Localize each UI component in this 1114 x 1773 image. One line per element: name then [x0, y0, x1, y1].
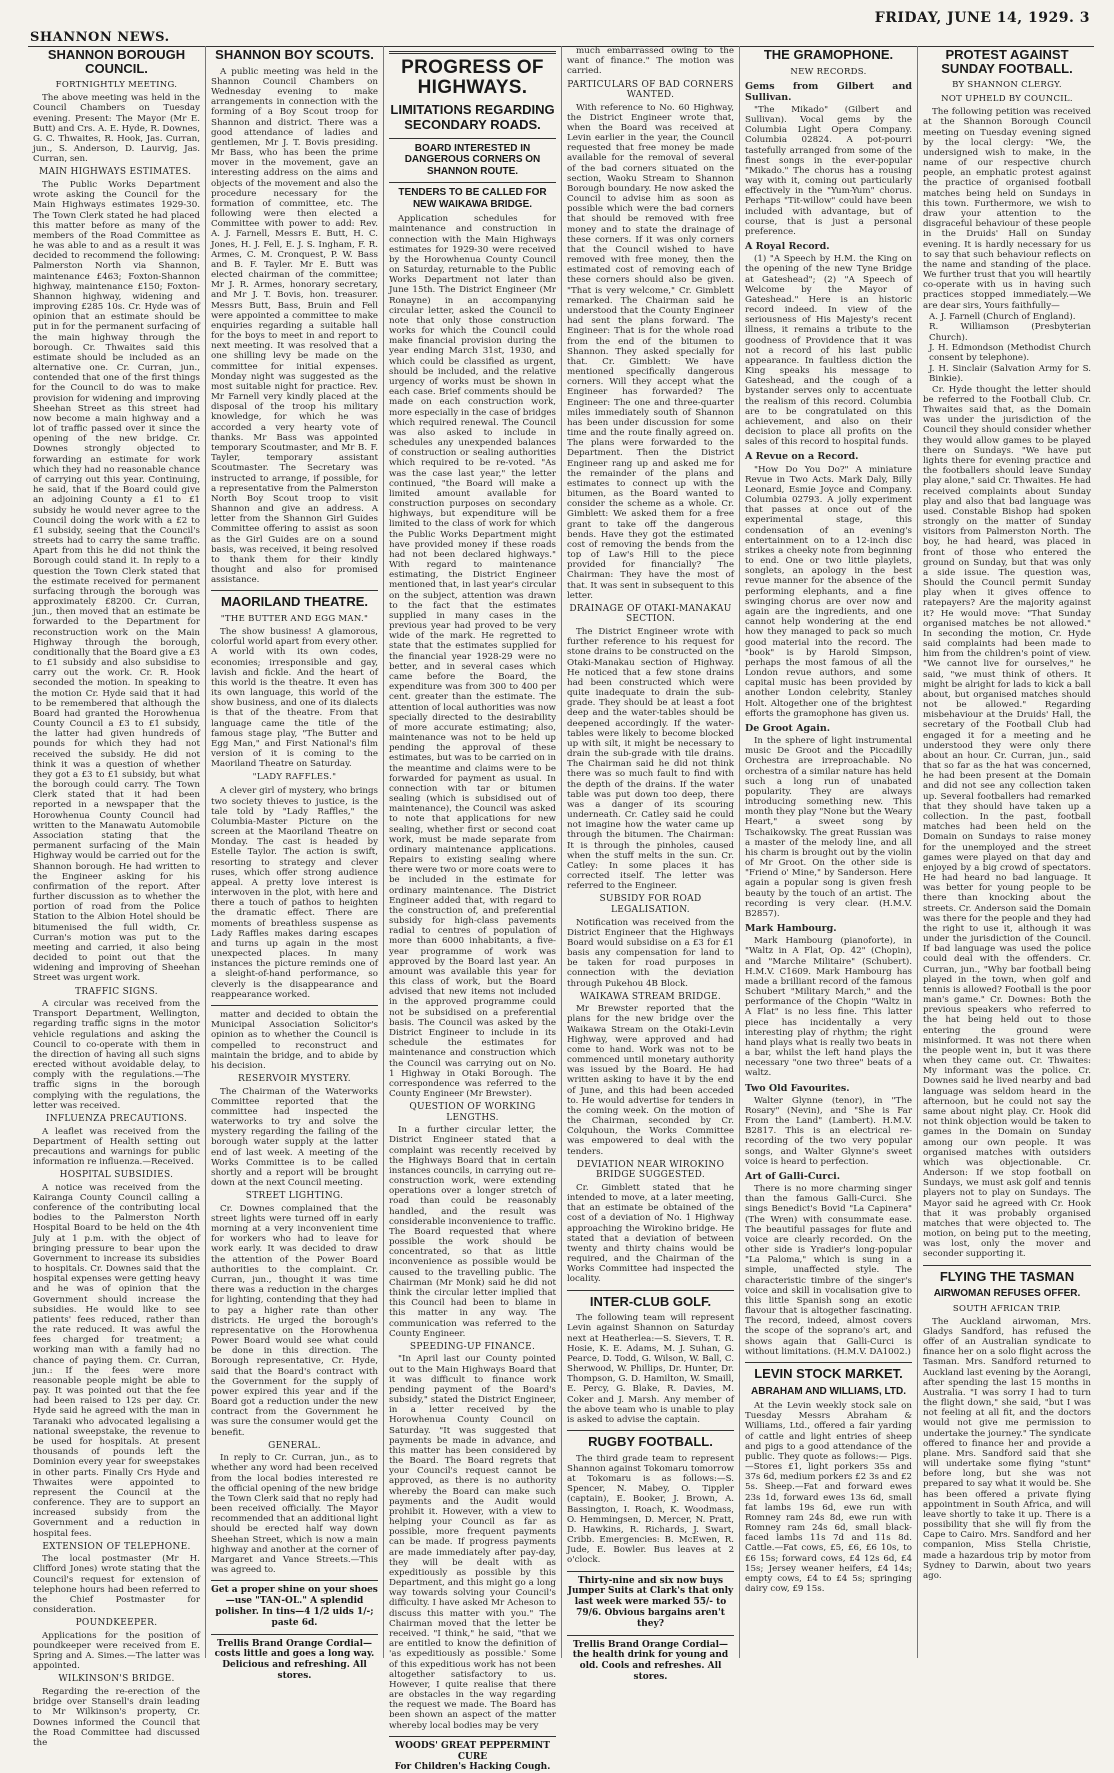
paragraph: "In April last our County pointed out to the Main Highways Board that it was difficult to finance work pending payment of the Board's subsidy," stated the District Engineer, in a letter received by the Horowhenua County Council on Saturday. "It was suggested that payments be made in advance, and this matter has been considered by the Board. The Board regrets that your Council's request cannot be approved, as there is no authority whereby the Board can make such payments and the Audit would prohibit it. However, with a view to helping your Council as far as possible, more frequent payments can be made. If progress payments are made immediately after pay-day, they will be dealt with as expeditiously as possible by this Department, and this might go a long way towards solving your Council's difficulty. I have asked Mr Acheson to discuss this matter with you." The Chairman moved that the letter be received. "I think," he said, "that we are entitled to know the definition of 'as expeditiously as possible.' Some of this expeditious work has not been altogether satisfactory to us. However, I quite realise that there are obstacles in the way regarding the request we made. The Board has been shown an aspect of the matter whereby local bodies may be very [389, 1354, 556, 1731]
subhead-shannon-clergy: BY SHANNON CLERGY. [952, 80, 1062, 91]
paragraph: In a further circular letter, the District Engineer stated that a complaint was recently received by the Highways Board that in certain instances councils, in carrying out re-construction work, were extending operations over a longer stretch of road than could be reasonably handled, and the result was considerable inconvenience to traffic. The Board requested that where possible the work should be concentrated, so that as little inconvenience as possible would be caused to the travelling public. The Chairman (Mr Monk) said he did not think the circular letter implied that this Council had been to blame in this matter in any way. The communication was referred to the County Engineer. [389, 1125, 556, 1339]
column-1 [28, 46, 206, 1748]
divider [389, 138, 556, 139]
section-heading: Two Old Favourites. [745, 1082, 850, 1094]
article-stock-market [745, 1401, 912, 1594]
subhead-lady-raffles: "LADY RAFFLES." [252, 772, 337, 783]
divider [211, 1005, 378, 1006]
article-theatre [211, 627, 378, 1000]
section-heading: A Revue on a Record. [745, 451, 859, 463]
paragraph: Walter Glynne (tenor), in "The Rosary" (Nevin), and "She is Far From the Land" (Lambert). H.M.V. B2817. This is an electrical re-recording of the two very popular songs, and Walter Glynne's sweet voice is heard to perfection. [745, 1095, 912, 1167]
paragraph: Cr. Gimblett stated that he intended to move, at a later meeting, that an estimate be obtained of the cost of a deviation of No. 1 Highway approaching the Wirokino bridge. He stated that a deviation of between twenty and thirty chains would be required, and the Chairman of the Works Committee had inspected the locality. [567, 1182, 734, 1285]
divider [211, 590, 378, 591]
section-heading: DRAINAGE OF OTAKI-MANAKAU SECTION. [569, 603, 732, 625]
paragraph: (1) "A Speech by H.M. the King on the opening of the new Tyne Bridge at Gateshead"; (2) "A Speech of Welcome by the Mayor of Gateshead." Here is an historic record indeed. In view of the seriousness of His Majesty's recent illness, it remains a tribute to the goodness of Providence that it was not a record of his last public appearance. In faultless diction the King speaks his message to Gateshead, and the cough of a bystander serves only to accentuate the realism of this record. Columbia are to be congratulated on this achievement, and also on their decision to place all profits on the sales of this record to hospital funds. [745, 254, 912, 448]
signatory: A. J. Farnell (Church of England). [929, 311, 1076, 322]
headline-borough-council: SHANNON BOROUGH COUNCIL. [47, 47, 186, 76]
article-gramophone [745, 81, 912, 1357]
section-heading: DEVIATION NEAR WIROKINO BRIDGE SUGGESTED. [576, 1159, 725, 1181]
section-heading: STREET LIGHTING. [245, 1191, 344, 1202]
column-2 [206, 46, 384, 1681]
paragraph: matter and decided to obtain the Municipal Association Solicitor's opinion as to whether the Council is compelled to reconstruct and maintain the bridge, and to abide by his decision. [211, 1010, 378, 1071]
section-heading: WAIKAWA STREAM BRIDGE. [580, 991, 721, 1002]
headline-flying-tasman: FLYING THE TASMAN [939, 1268, 1075, 1284]
column-5 [740, 46, 918, 1658]
advert-trellis-cordial: Trellis Brand Orange Cordial—the health drink for young and old. Cools and refreshes. All stores. [572, 1639, 729, 1682]
paragraph: The above meeting was held in the Council Chambers on Tuesday evening. Present: The Mayor (Mr E. Butt) and Crs. A. E. Hyde, R. Downes, G. C. Thwaites, R. Hook, Jas. Curran, jun., S. Anderson, D. Laurvig, Jas. Curran, sen. [33, 93, 201, 165]
article-highways-continued [567, 46, 734, 1285]
article-highways [389, 214, 556, 1730]
headline-levin-stock-market: LEVIN STOCK MARKET. [754, 1365, 903, 1381]
section-heading: QUESTION OF WORKING LENGTHS. [409, 1102, 536, 1123]
signatory: J. H. Edmondson (Methodist Church consent by telephone). [929, 343, 1091, 364]
paragraph: The following petition was received at the Shannon Borough Council meeting on Tuesday evening signed by the local clergy: "We, the undersigned wish to make, in the name of our respective church people, an emphatic protest against the practice of organised football matches being held on Sundays in this town. Furthermore, we wish to draw your attention to the disgraceful behaviour of these people in the Druids' Hall on Sunday evening. It is hardly necessary for us to say that such behaviour reflects on the name and standing of the place. We further trust that you will heartily co-operate with us in having such practices stopped immediately.—We are dear sirs, Yours faithfully— [923, 107, 1091, 311]
paragraph: Cr. Downes complained that the street lights were turned off in early morning at a very inconvenient time for workers who had to leave for work early. It was decided to draw the attention of the Power Board authorities to the complaint. Cr. Curran, jun., thought it was time there was a reduction in the charges for lighting, contending that they had to pay a higher rate than other districts. He urged the borough's representative on the Horowhenua Power Board would see what could be done in this direction. The Borough representative, Cr. Hyde, said that the Board's contract with the Government for the supply of power expired this year and if the Board got a reduction under the new contract from the Government he was sure the consumer would get the benefit. [211, 1203, 378, 1438]
deck-dangerous-corners: BOARD INTERESTED IN DANGEROUS CORNERS ON SHANNON ROUTE. [404, 142, 541, 177]
section-heading: EXTENSION OF TELEPHONE. [42, 1541, 191, 1552]
column-3 [384, 46, 562, 1773]
paragraph: The show business! A glamorous, colorful world apart from every other. A world with its own codes, economies; irresponsible and gay, lavish and fickle. And the heart of this world is the theatre. It even has its own language, this world of the show business, and one of its dialects is that of the theatre. From that language came the title of the famous stage play, "The Butter and Egg Man," and First National's film version of it is coming to the Maoriland Theatre on Saturday. [211, 627, 378, 770]
section-heading: Gems from Gilbert and Sullivan. [745, 80, 912, 103]
article-golf [567, 1313, 734, 1425]
advert-clarks-jumpers: Thirty-nine and six now buys Jumper Suits at Clark's that only last week were marked 55/- to 79/6. Obvious bargains aren't they? [567, 1575, 734, 1629]
divider [567, 1571, 734, 1572]
advert-trellis-cordial: Trellis Brand Orange Cordial—costs little and goes a long way. Delicious and refreshing. All stores. [214, 1638, 375, 1681]
column-6 [918, 46, 1096, 1658]
paragraph: A public meeting was held in the Shannon Council Chambers on Wednesday evening to make arrangements in connection with the forming of a Boy Scout troop for Shannon and district. There was a good attendance of ladies and gentlemen, Mr J. T. Bovis presiding. Mr Bass, who has been the prime mover in the movement, gave an interesting address on the aims and objects of the movement and also the procedure necessary for the formation of committee, etc. The following were then elected a Committee with power to add: Rev. A. J. Farnell, Messrs E. Butt, H. C. Jones, H. J. Fell, E. J. S. Ingham, F. R. Armes, C. M. Cronquest, P. W. Bass and B. F. Tayler. Mr E. Butt was elected chairman of the committee; Mr J. R. Armes, honorary secretary, and Mr J. T. Bovis, hon. treasurer. Messrs Butt, Bass, Bruin and Fell were appointed a committee to make enquiries regarding a suitable hall for the boys to meet in and report to next meeting. It was resolved that a one shilling levy be made on the committee for initial expenses. Monday night was suggested as the most suitable night for practice. Rev. Mr Farnell very kindly placed at the disposal of the troop his military knowledge, for which he was accorded a very hearty vote of thanks. Mr Bass was appointed temporary Scoutmaster, and Mr B. F. Tayler, temporary assistant Scoutmaster. The Secretary was instructed to arrange, if possible, for a representative from the Palmerston North Boy Scout troop to visit Shannon and give an address. A letter from the Shannon Girl Guides Committee offering to assist as soon as the Girl Guides are on a sound basis, was received, it being resolved to thank them for their kindly thought and also for promised assistance. [211, 66, 378, 586]
paragraph: A notice was received from the Kairanga County Council calling a conference of the contributing local bodies to the Palmerston North Hospital Board to be held on the 4th July at 1 p.m. with the object of bringing pressure to bear upon the Government to increase its subsidies to hospitals. Cr. Downes said that the hospital expenses were getting heavy and he was of opinion that the Government should increase the subsidies. He would like to see patients' fees reduced, rather than the rate reduced. It was awful the fees charged for treatment; a working man with a family had no chance of paying them. Cr. Curran, jun.: If the fees were more reasonable people might be able to pay. It was pointed out that the fee had been raised to 12s per day. Cr. Hyde said he agreed with the man in Taranaki who advocated legalising a national sweepstake, the revenue to be used for hospitals. At present thousands of pounds left the Dominion every year for sweepstakes in other parts. Finally Crs Hyde and Thwaites were appointed to represent the Council at the conference. They are to support an increased subsidy from the Government and a reduction in hospital fees. [33, 1182, 200, 1539]
signatory: J. H. Sinclair (Salvation Army for S. Binkie). [929, 363, 1091, 385]
subhead-butter-egg-man: "THE BUTTER AND EGG MAN." [220, 614, 369, 625]
section-heading: Mark Hambourg. [745, 923, 837, 935]
section-heading: POUNDKEEPER. [75, 1618, 158, 1629]
paragraph: In the sphere of light instrumental music De Groot and the Piccadilly Orchestra are irreproachable. No orchestra of a similar nature has held such a long run of unabated popularity. They are always introducing something new. This month they play "None but the Weary Heart," a sweet song by Tschaikowsky. The great Russian was a master of the melody line, and all his charm is brought out by the violin of Mr Groot. On the other side is "Friend o' Mine," by Sanderson. Here again a popular song is given fresh beauty by the touch of an artist. The recording is very clear. (H.M.V. B2857). [745, 735, 912, 919]
columns [28, 46, 1098, 1773]
paragraph: The third grade team to represent Shannon against Tokomaru tomorrow at Tokomaru is as follows:—S. Spencer, N. Mabey, O. Tippler (captain), E. Booker, J. Brown, A. Bassington, I. Roach, K. Woodmass, O. Hemmingsen, D. Mercer, N. Pratt, D. Hawkins, R. Richards, J. Swart, Cribb. Emergencies: B. McEwen, R. Jude, E. Bowler. Bus leaves at 2 o'clock. [567, 1453, 734, 1566]
section-heading: WILKINSON'S BRIDGE. [58, 1674, 175, 1685]
section-heading: GENERAL. [268, 1440, 321, 1451]
headline-inter-club-golf: INTER-CLUB GOLF. [589, 1293, 712, 1309]
article-flying-tasman [923, 1317, 1091, 1581]
paragraph: At the Levin weekly stock sale on Tuesday Messrs Abraham & Williams, Ltd., offered a fair yarding of cattle and light entries of sheep and pigs to a good attendance of the public. They quote as follows:— Pigs.—Stores £1, light porkers 35s and 37s 6d, medium porkers £2 3s and £2 5s. Sheep.—Fat and forward ewes 23s 1d, forward ewes 13s 6d, small fat lambs 19s 6d, ewe run with Romney ram 24s 8d, ewe run with Romney ram 24s 6d, small black-faced lambs 11s 7d and 11s 8d. Cattle.—Fat cows, £5, £6, £6 10s, to £6 15s; forward cows, £4 12s 6d, £4 15s; Jersey weaner heifers, £4 14s; empty cows, £4 to £4 5s; springing dairy cow, £9 15s. [745, 1401, 912, 1595]
paragraph: Applications for the position of poundkeeper were received from E. Spring and A. Simes.—The latter was appointed. [33, 1630, 200, 1672]
section-heading: PARTICULARS OF BAD CORNERS WANTED. [567, 79, 734, 101]
headline-rugby-football: RUGBY FOOTBALL. [588, 1434, 713, 1450]
paragraph: The District Engineer wrote with further reference to his request for stone drains to be constructed on the Otaki-Manakau section of Highway. He noticed that a few stone drains had been constructed which were quite inadequate to drain the sub-grade. They should be at least a foot deep and the water-tables should be deepened accordingly. If the water-tables were likely to become blocked up with silt, it might be necessary to drain the sub-grade with tile drains. The Chairman said he did not think there was so much fault to find with the depth of the drains. If the water table was put down too deep, there was a danger of its scouring underneath. Cr. Catley said he could not imagine how the water came up through the bitumen. The Chairman: It is through the pinholes, caused when the stuff melts in the sun. Cr. Catley: In some places it has corrected itself. The letter was referred to the Engineer. [567, 627, 734, 892]
paragraph: The local postmaster (Mr H. Clifford Jones) wrote stating that the Council's request for extension of telephone hours had been referred to the Chief Postmaster for consideration. [33, 1554, 200, 1616]
section-heading: SPEEDING-UP FINANCE. [409, 1341, 536, 1352]
headline-gramophone: THE GRAMOPHONE. [763, 47, 894, 62]
divider [389, 51, 556, 54]
paragraph: In reply to Cr. Curran, jun., as to whether any word had been received from the local bodies interested re the official opening of the new bridge the Town Clerk said that no reply had been received officially. The Mayor recommended that an additional light should be erected half way down Sheehan Street, which is now a main highway and another at the corner of Margaret and Vance Streets.—This was agreed to. [211, 1453, 378, 1576]
divider [211, 1580, 378, 1581]
paragraph: The Chairman of the Waterworks Committee reported that the committee had inspected the waterworks to try and solve the mystery regarding the failing of the borough water supply at the latter end of last week. A meeting of the Works Committee is to be called shortly and a report will be brought down at the next Council meeting. [211, 1086, 378, 1189]
divider [211, 1634, 378, 1635]
paragraph: There is no more charming singer than the famous Galli-Curci. She sings Benedict's Bovid "La Capinera" (The Wren) with consummate ease. The beautiful passages for flute and voice are clearly recorded. On the other side is Yradier's long-popular "La Paloma," which is sung in a simple, unaffected style. The characteristic timbre of the singer's voice and skill in vocalisation give to this little Spanish song an exotic flavour that is altogether fascinating. The record, indeed, almost covers the scope of the soprano's art, and shows again that Galli-Curci is without limitations. (H.M.V. DA1002.) [745, 1184, 912, 1357]
deck-limitations: LIMITATIONS REGARDING SECONDARY ROADS. [390, 101, 555, 132]
deck-airwoman: AIRWOMAN REFUSES OFFER. [933, 1288, 1081, 1300]
paragraph: A circular was received from the Transport Department, Wellington, regarding traffic signs in the motor vehicle regulations and asking the Council to co-operate with them in the direction of having all such signs erected without avoidable delay, to comply with the regulations.—The traffic signs in the borough complying with the regulations, the letter was received. [33, 999, 200, 1111]
advert-woods-cure: WOODS' GREAT PEPPERMINT CURE [395, 1740, 550, 1762]
paragraph: The following team will represent Levin against Shannon on Saturday next at Heatherlea:—S. Sievers, T. R. Hosie, K. E. Adams, M. J. Suhan, G. Pearce, D. Todd, G. Wilson, W. Ball, C. Sherwood, W. Phillips, Dr. Hunter, Dr. Thompson, G. D. Hamilton, W. Smaill, E. Percy, G. Blake, R. Davies, M. Coker and J. Marsh. Any member of the above team who is unable to play is asked to advise the captain. [567, 1313, 734, 1425]
section-heading: RESERVOIR MYSTERY. [238, 1074, 351, 1085]
paragraph: With reference to No. 60 Highway, the District Engineer wrote that, when the Board was received at Levin earlier in the year, the Council requested that free money be made available for the removal of several of the bad corners situated on the section, Waoku Stream to Shannon Borough boundary. He now asked the Council to advise him as soon as possible which were the bad corners that should be removed with free money and to state the drainage of these corners. If it was only corners that the Council wished to have removed with free money, then the estimated cost of removing each of these corners should also be given. "That is very welcome," Cr. Gimblett remarked. The Chairman said he understood that the County Engineer had sent the plans forward. The Engineer: That is for the whole road from the end of the bitumen to Shannon. They asked specially for that. Cr. Gimblett: We have mentioned specifically dangerous corners. Will they accept what the Engineer has forwarded? The Engineer: The one and three-quarter miles immediately south of Shannon has been under discussion for some time and the route finally agreed on. The plans were forwarded to the Department. Then the District Engineer rang up and asked me for the remainder of the plans and estimates to connect up with the bitumen, as the Board wanted to consider the scheme as a whole. Cr. Gimblett: We asked them for a free grant to take off the dangerous bends. Have they got the estimated cost of removing the bends from the top of Law's Hill to the piece provided for financially? The Chairman: They have the most of that. It was sent in subsequent to this letter. [567, 102, 734, 601]
article-rugby [567, 1454, 734, 1566]
section-heading: Art of Galli-Curci. [745, 1170, 841, 1182]
headline-boy-scouts: SHANNON BOY SCOUTS. [215, 47, 374, 62]
headline-progress-highways: PROGRESS OF HIGHWAYS. [401, 57, 544, 98]
divider [389, 1736, 556, 1737]
advert-tan-ol: Get a proper shine on your shoes—use "TAN-OL." A splendid polisher. In tins—4 1/2 uids 1/-; paste 6d. [211, 1585, 378, 1628]
masthead [22, 8, 1104, 48]
headline-maoriland-theatre: MAORILAND THEATRE. [220, 594, 369, 610]
paragraph: Mark Hambourg (pianoforte), in "Waltz in A Flat, Op. 42" (Chopin), and "Marche Militaire" (Schubert). H.M.V. C1609. Mark Hambourg has made a brilliant record of the famous Schubert "Military March," and the performance of the Chopin "Waltz in A Flat" is no less fine. This latter piece has incidentally a very interesting play of rhythm; the right hand plays what is really two beats in a bar, whilst the left hand plays the necessary "one two three" beats of a waltz. [745, 936, 912, 1079]
section-heading: HOSPITAL SUBSIDIES. [59, 1170, 174, 1181]
section-heading: TRAFFIC SIGNS. [75, 986, 158, 997]
paragraph: Regarding the re-erection of the bridge over Stansell's drain leading to Mr Wilkinson's property, Cr. Downes informed the Council that the Road Committee had discussed the [33, 1686, 200, 1748]
paragraph: Cr. Hyde thought the letter should be referred to the Football Club. Cr. Thwaites said that, as the Domain was under the jurisdiction of the Council they should consider whether they would allow games to be played there on Sundays. "We have put lights there for evening practice and the footballers should leave Sunday play alone," said Cr. Thwaites. He had received complaints about Sunday play and also that bad language was used. Constable Bishop had spoken strongly on the matter of Sunday visitors from Palmerston North. The boy, he had heard, was placed in front of those who entered the ground on Sunday, but that was only a side issue. The question was, Should the Council permit Sunday play when it gives offence to ratepayers? Are the majority against it? He would move: "That Sunday organised matches be not allowed." In seconding the motion, Cr. Hyde said complaints had been made to him from the children's point of view. "We cannot live for ourselves," he said, "we must think of others. It might be alright for lads to kick a ball about, but organised matches should not be allowed." Regarding misbehaviour at the Druids' Hall, the secretary of the Football Club had engaged it for a meeting and he understood they were only there about an hour. Cr. Curran, jun., said that so far as the hat was concerned, he had been present at the Domain and did not see any collection taken up. Several footballers had remarked that they should have taken up a collection. In the past, football matches had been held on the Domain on Sundays to raise money for the unemployed and the street games were played on that day and enjoyed by a big crowd of spectators. He had heard no bad language. It was better for young people to be there than knocking about the streets. Cr. Anderson said the Domain was there for the people and they had the right to use it, although it was under the jurisdiction of the Council. If bad language was used the police could deal with the offenders. Cr. Curran, jun., "Why bar football being played in the town, when golf and tennis is allowed? Football is the poor man's game." Cr. Downes: Both the previous speakers who referred to the hat being held out to those entering the ground were misinformed. It was not there when the people went in, but it was there when they came out. Cr. Thwaites: My informant was the police. Cr. Downes said he lived nearby and bad language was seldom heard in the afternoon, but he could not say the same about night play. Cr. Hook did not think objection would be taken to games in the Domain on Sunday among our own people. It was organised matches with outsiders which was objectionable. Cr. Anderson: If we stop football on Sundays, we must ask golf and tennis players not to play on Sundays. The Mayor said he agreed with Cr. Hook that it was probably organised matches that were objected to. The motion, on being put to the meeting, was lost, only the mover and seconder supporting it. [923, 384, 1091, 1260]
headline-sunday-football: PROTEST AGAINST SUNDAY FOOTBALL. [941, 47, 1073, 76]
subhead-fortnightly: FORTNIGHTLY MEETING. [55, 80, 178, 91]
divider [389, 182, 556, 183]
subhead-south-african-trip: SOUTH AFRICAN TRIP. [952, 1303, 1062, 1314]
deck-abraham-williams: ABRAHAM AND WILLIAMS, LTD. [751, 1385, 906, 1397]
subhead-not-upheld: NOT UPHELD BY COUNCIL. [941, 94, 1073, 105]
deck-waikawa-bridge: TENDERS TO BE CALLED FOR NEW WAIKAWA BRIDGE. [398, 187, 547, 210]
article-council-continued [211, 1010, 378, 1575]
paragraph: Mr Brewster reported that the plans for the new bridge over the Waikawa Stream on the Otaki-Levin Highway, were approved and had come to hand. Work was not to be commenced until monetary authority was issued by the Board. He had written asking to have it by the end of June, and this had been acceded to. He would advertise for tenders in the coming week. On the motion of the Chairman, seconded by Cr. Colquhoun, the Works Committee was empowered to deal with the tenders. [567, 1004, 734, 1157]
divider [567, 1430, 734, 1431]
paragraph: "The Mikado" (Gilbert and Sullivan). Vocal gems by the Columbia Light Opera Company. Columbia 02824. A pot-pourri tastefully arranged from some of the finest songs in the ever-popular "Mikado." The chorus has a rousing way with it, coming out particularly effectively in the "Yum-Yum" chorus. Perhaps "Tit-willow" could have been included with advantage, but of course, that is just a personal preference. [745, 104, 912, 237]
divider [923, 1265, 1091, 1266]
subhead-new-records: NEW RECORDS. [790, 66, 867, 77]
paragraph: Application schedules for maintenance and construction in connection with the Main Highways estimates for 1929-30 were received by the Horowhenua County Council on Saturday, returnable to the Public Works Department not later than June 15th. The District Engineer (Mr Ronayne) in an accompanying circular letter, asked the Council to note that only those construction works for which the Council could make financial provision during the year ending March 31st, 1930, and which could be classified as urgent, should be included, and the relative urgency of works must be shown in each case. Brief comments should be made on each construction work, more especially in the case of bridges which required renewal. The Council was also asked to include in schedules any unexpended balances of construction or sealing authorities which required to be re-voted. "As was the case last year," the letter continued, "the Board will make a limited amount available for construction purposes on secondary highways, but expenditure will be limited to the class of work for which the Public Works Department might have provided money if these roads had not been declared highways." With regard to maintenance estimating, the District Engineer mentioned that, in last year's circular on the subject, attention was drawn to the fact that the estimates supplied in many cases in the previous year had proved to be very wide of the mark. He regretted to state that the estimates supplied for the financial year 1928-29 were no better, and in several cases which came before the Board, the expenditure was from 300 to 400 per cent. greater than the estimate. The attention of local authorities was now specially directed to the desirability of more accurate estimating; also, maintenance was not to be held up pending the approval of these estimates, but was to be carried on in the meantime and claims were to be forwarded for payment as usual. In connection with tar or bitumen sealing (which is subsidised out of maintenance), the Council was asked to note that applications for new sealing, whether first or second coat work, must be made separate from ordinary maintenance applications. Repairs to existing sealing where there were two or more coats were to be included in the estimate for ordinary maintenance. The District Engineer added that, with regard to the construction of, and preferential subsidy for high-class pavements radial to centres of population of more than 6000 inhabitants, a five-year programme of work was approved by the Board last year. An amount was available this year for this class of work, but the Board advised that new items not included in the approved programme could not be subsidised on a preferential basis. The Council was asked by the District Engineer to include in its schedule the estimates for maintenance and construction which the Council was carrying out on No. 1 Highway in Otaki Borough. The correspondence was referred to the County Engineer (Mr Brewster). [389, 214, 556, 1100]
section-heading: INFLUENZA PRECAUTIONS. [45, 1113, 188, 1124]
paragraph: "How Do You Do?" A miniature Revue in Two Acts. Mark Daly, Billy Leonard, Esmie Joyce and Company. Columbia 02793. A jolly experiment that passes at once out of the experimental stage, this condensation of an evening's entertainment on to a 12-inch disc strikes a cheeky note from beginning to end. One or two little playlets, songlets, an apology in the best revue manner for the absence of the performing elephants, and a fine swinging chorus are over now and again are the ingredients, and one cannot help wondering at the end how they managed to pack so much good material into the record. The "book" is by Harold Simpson, perhaps the most famous of all the London revue authors, and some capital music has been provided by another London celebrity, Stanley Holt. Altogether one of the brightest efforts the gramophone has given us. [745, 464, 912, 719]
signatory: R. Williamson (Presbyterian Church). [929, 322, 1091, 343]
article-sunday-football [923, 107, 1091, 1259]
section-heading: MAIN HIGHWAYS ESTIMATES. [39, 167, 192, 178]
paragraph: The Auckland airwoman, Mrs. Gladys Sandford, has refused the offer of an Australian syndicate to finance her on a solo flight across the Tasman. Mrs. Sandford returned to Auckland last evening by the Aorangi, after spending the last 15 months in Australia. "I was sorry I had to turn the flight down," she said, "but I was not feeling at all fit, and the doctors would not give me permission to undertake the journey." The syndicate offered to finance her and provide a plane. Mrs. Sandford said that she will undertake some flying "stunt" before long, but she was not prepared to say what it would be. She has been offered a private flying appointment in South Africa, and will leave shortly to take it up. There is a possibility that she will fly from the Cape to Cairo. Mrs. Sandford and her companion, Miss Stella Christie, made a hazardous trip by motor from Sydney to Darwin, about two years ago. [923, 1316, 1091, 1581]
column-4 [562, 46, 740, 1682]
section-heading: SUBSIDY FOR ROAD LEGALISATION. [599, 894, 702, 915]
article-boy-scouts [211, 67, 378, 586]
paragraph: Notification was received from the District Engineer that the Highways Board would subsidise on a £3 for £1 basis any compensation for land to be taken for road purposes in connection with the deviation through Pukehou 4B Block. [567, 917, 734, 989]
divider [567, 1635, 734, 1636]
paragraph: A clever girl of mystery, who brings two society thieves to justice, is the tale told by "Lady Raffles," the Columbia-Master Picture on the screen at the Maoriland Theatre on Monday. The cast is headed by Estelle Taylor. The action is swift, resorting to strategy and clever ruses, which offer strong audience appeal. A pretty love interest is interwoven in the plot, with here and there a touch of pathos to heighten the dramatic effect. There are moments of breathless suspense as Lady Raffles makes daring escapes and turns up again in the most unexpected places. In many instances the picture reminds one of a sleight-of-hand performance, so cleverly is the disappearance and reappearance worked. [211, 786, 378, 1000]
divider [745, 1362, 912, 1363]
advert-woods-cure-sub: For Children's Hacking Cough. [394, 1762, 551, 1773]
paragraph: The Public Works Department wrote asking the Council for the Main Highways estimates 1929-30. The Town Clerk stated he had placed this matter before as many of the members of the Road Committee as he was able to and as a result it was decided to recommend the following: Palmerston North via Shannon, maintenance £463; Foxton-Shannon highway, maintenance £150; Foxton-Shannon highway, widening and improving £285 10s. Cr. Hyde was of opinion that an estimate should be put in for the permanent surfacing of the main highway through the borough. Cr. Thwaites said this estimate should be included as an alternative one. Cr. Curran, jun., contended that one of the first things for the Council to do was to make provision for widening and improving Sheehan Street as this street had now become a main highway and a lot of traffic passed over it since the opening of the new bridge. Cr. Downes strongly objected to forwarding an estimate for work which they had no reasonable chance of carrying out this year. Continuing, he said, that if the Board could give an adjoining County a £1 to £1 subsidy he would never agree to the Council doing the work with a £2 to £1 subsidy, seeing that the Council's streets had to carry the same traffic. Apart from this he did not think the Borough could stand it. In reply to a question the Town Clerk stated that the estimate received for permanent surfacing through the borough was approximately £8200. Cr. Curran, jun., then moved that an estimate be forwarded to the Department for reconstruction work on the Main Highway through the borough, conditionally that the Board give a £3 to £1 subsidy and also subsidise to carry out the work. Cr. R. Hook seconded the motion. In speaking to the motion Cr. Hyde said that it had to be remembered that although the Board had granted the Horowhenua County Council a £3 to £1 subsidy, the latter had given hundreds of pounds for which they had not received the subsidy. He did not think it was a question of whether they got a £3 to £1 subsidy, but what the borough could carry. The Town Clerk stated that it had been reported in a newspaper that the Horowhenua County Council had written to the Manawatu Automobile Association stating that the permanent surfacing of the Main Highway would be carried out for the Shannon borough. He had written to the Engineer asking for his confirmation of the report. After further discussion as to whether the portion of road from the Police Station to the Albion Hotel should be bitumenised the full width, Cr. Curran's motion was put to the meeting and carried, it also being decided to point out that the widening and improving of Sheehan Street was urgent work. [33, 180, 200, 984]
paragraph: much embarrassed owing to the want of finance." The motion was carried. [567, 46, 734, 77]
section-heading: De Groot Again. [745, 722, 831, 734]
article-borough-council [33, 93, 200, 1748]
paragraph: A leaflet was received from the Department of Health setting out precautions and warnings for public information re influenza.—Received. [33, 1126, 200, 1168]
paper-name: SHANNON NEWS. [30, 30, 170, 45]
section-heading: A Royal Record. [745, 241, 830, 253]
divider [567, 1290, 734, 1291]
date-line: FRIDAY, JUNE 14, 1929. 3 [874, 10, 1090, 26]
